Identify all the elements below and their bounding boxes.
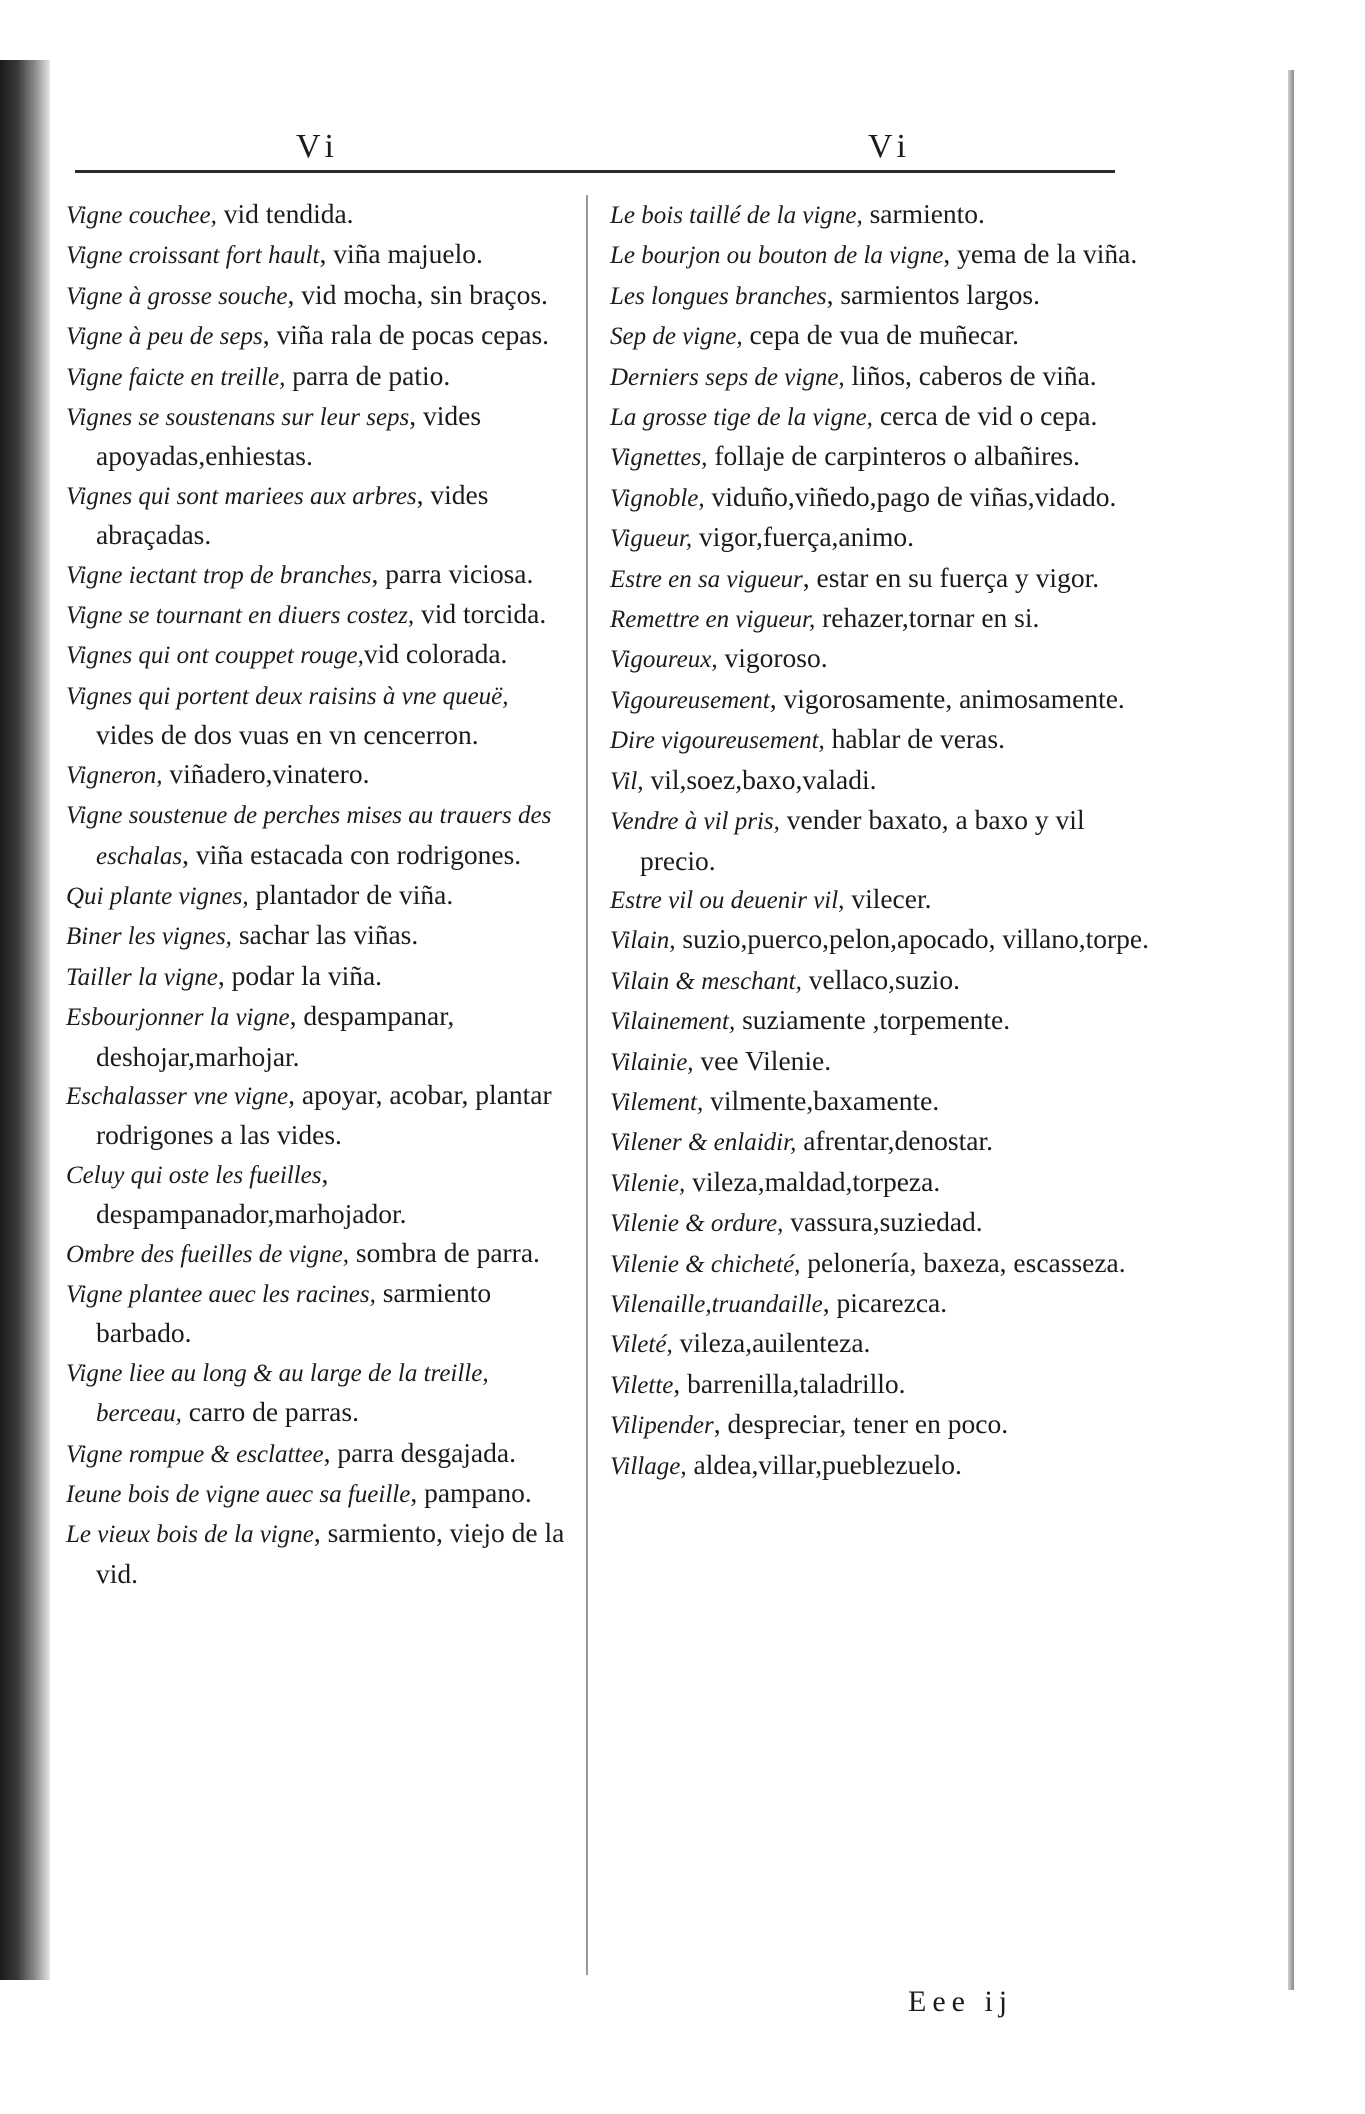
entry-headword: Vilette bbox=[610, 1371, 674, 1399]
dictionary-entry bbox=[66, 476, 566, 555]
entry-headword: Qui plante vignes, bbox=[66, 882, 249, 910]
entry-definition: , viña rala de pocas cepas. bbox=[262, 319, 550, 351]
dictionary-entry bbox=[610, 235, 1150, 275]
entry-definition: cerca de vid o cepa. bbox=[872, 400, 1098, 432]
left-column bbox=[66, 195, 566, 1593]
entry-definition: vender baxato, a baxo y vil precio. bbox=[640, 804, 1085, 876]
entry-definition: , vid mocha, sin braços. bbox=[287, 278, 548, 310]
entry-headword: Vilenie & chicheté, bbox=[610, 1250, 801, 1278]
dictionary-entry bbox=[610, 1001, 1150, 1041]
entry-headword: Vilain, bbox=[610, 927, 676, 955]
entry-headword: Vilain & meschant, bbox=[610, 967, 802, 995]
entry-definition: pelonería, baxeza, escasseza. bbox=[800, 1246, 1126, 1278]
entry-definition: aldea,villar,pueblezuelo. bbox=[686, 1448, 962, 1480]
entry-headword: Ombre des fueilles de vigne, bbox=[66, 1240, 350, 1268]
dictionary-entry bbox=[66, 1234, 566, 1274]
entry-headword: Vigne soustenue de perches mises au trauers des eschalas bbox=[66, 802, 552, 870]
dictionary-entry bbox=[610, 1365, 1150, 1405]
dictionary-entry bbox=[610, 599, 1150, 639]
entry-headword: Le vieux bois de la vigne bbox=[66, 1521, 314, 1549]
dictionary-entry bbox=[610, 920, 1150, 960]
dictionary-entry bbox=[66, 755, 566, 795]
entry-definition: vigoroso. bbox=[717, 642, 828, 674]
entry-headword: Vigne à grosse souche bbox=[66, 282, 288, 310]
dictionary-entry bbox=[610, 1244, 1150, 1284]
dictionary-entry bbox=[610, 961, 1150, 1001]
dictionary-entry bbox=[610, 801, 1150, 880]
entry-headword: Sep de vigne, bbox=[610, 323, 743, 351]
entry-headword: Vigne couchee, bbox=[66, 202, 217, 229]
dictionary-entry bbox=[66, 235, 566, 275]
entry-headword: Vigne faicte en treille, bbox=[66, 363, 286, 391]
entry-headword: Vignes se soustenans sur leur seps bbox=[66, 404, 410, 432]
entry-headword: Esbourjonner la vigne bbox=[66, 1004, 290, 1032]
entry-definition: vassura,suziedad. bbox=[783, 1206, 983, 1238]
entry-definition: rehazer,tornar en si. bbox=[815, 602, 1040, 634]
entry-headword: Vigoureusement bbox=[610, 686, 770, 714]
entry-headword: Ieune bois de vigne auec sa fueille bbox=[66, 1481, 411, 1508]
dictionary-entry bbox=[610, 1042, 1150, 1082]
entry-definition: vid colorada. bbox=[363, 638, 508, 670]
entry-headword: Vigne à peu de seps bbox=[66, 323, 263, 351]
entry-headword: Vignes qui portent deux raisins à vne queuë, bbox=[66, 682, 509, 710]
entry-definition: , pampano. bbox=[410, 1477, 532, 1508]
entry-definition: , viña majuelo. bbox=[319, 238, 483, 270]
entry-definition: , despreciar, tener en poco. bbox=[713, 1408, 1009, 1440]
entry-definition: , sarmientos largos. bbox=[826, 278, 1041, 310]
entry-definition: , sarmiento, viejo de la vid. bbox=[96, 1517, 565, 1589]
dictionary-entry bbox=[610, 437, 1150, 477]
entry-definition: vellaco,suzio. bbox=[801, 963, 960, 995]
entry-definition: , estar en su fuerça y vigor. bbox=[802, 561, 1100, 593]
dictionary-entry bbox=[610, 559, 1150, 599]
entry-headword: Village, bbox=[610, 1452, 687, 1480]
running-head-right: Vi bbox=[868, 128, 912, 165]
entry-definition: , parra desgajada. bbox=[323, 1436, 516, 1468]
entry-headword: Vigne croissant fort hault bbox=[66, 242, 320, 270]
dictionary-entry bbox=[610, 478, 1150, 518]
dictionary-entry bbox=[66, 357, 566, 397]
entry-definition: vil,soez,baxo,valadi. bbox=[643, 763, 877, 795]
entry-headword: Vilainie, bbox=[610, 1048, 694, 1076]
dictionary-entry bbox=[66, 1434, 566, 1474]
entry-headword: Biner les vignes, bbox=[66, 923, 232, 951]
dictionary-entry bbox=[66, 595, 566, 635]
entry-headword: Vignoble, bbox=[610, 484, 705, 512]
entry-headword: Le bourjon ou bouton de la vigne bbox=[610, 242, 944, 270]
column-divider bbox=[586, 195, 588, 1975]
entry-headword: Le bois taillé de la vigne, bbox=[610, 202, 863, 229]
dictionary-entry bbox=[610, 639, 1150, 679]
dictionary-entry bbox=[610, 1324, 1150, 1364]
entry-headword: Vigne iectant trop de branches bbox=[66, 561, 372, 589]
entry-definition: , podar la viña. bbox=[217, 959, 383, 991]
entry-definition: carro de parras. bbox=[181, 1396, 359, 1428]
entry-headword: Vigne se tournant en diuers costez, bbox=[66, 602, 415, 630]
entry-headword: Vil, bbox=[610, 767, 644, 795]
book-spine-shadow bbox=[0, 60, 50, 1980]
entry-headword: Vigne liee au long & au large de la treille, berceau, bbox=[66, 1359, 489, 1428]
right-column bbox=[610, 195, 1150, 1486]
entry-headword: Vilenie, bbox=[610, 1169, 686, 1197]
entry-definition: , despampanador,marhojador. bbox=[96, 1157, 407, 1230]
dictionary-entry bbox=[610, 720, 1150, 760]
folio-signature: Eee ij bbox=[908, 1985, 1014, 2018]
dictionary-entry bbox=[66, 916, 566, 956]
entry-definition: , despampanar, deshojar,marhojar. bbox=[96, 1000, 455, 1072]
entry-definition: sombra de parra. bbox=[349, 1236, 540, 1268]
entry-definition: , vides apoyadas,enhiestas. bbox=[96, 400, 482, 472]
dictionary-entry bbox=[66, 555, 566, 595]
entry-definition: vileza,maldad,torpeza. bbox=[685, 1165, 941, 1197]
entry-headword: Vignettes, bbox=[610, 444, 708, 472]
dictionary-entry bbox=[610, 1405, 1150, 1445]
entry-definition: vileza,auilenteza. bbox=[672, 1327, 871, 1359]
entry-headword: Eschalasser vne vigne bbox=[66, 1082, 289, 1110]
dictionary-entry bbox=[66, 795, 566, 876]
entry-definition: vilmente,baxamente. bbox=[703, 1084, 940, 1116]
dictionary-entry bbox=[610, 1082, 1150, 1122]
dictionary-entry bbox=[610, 680, 1150, 720]
entry-definition: , viña estacada con rodrigones. bbox=[182, 838, 522, 870]
entry-definition: suziamente ,torpemente. bbox=[735, 1004, 1011, 1036]
dictionary-entry bbox=[66, 276, 566, 316]
entry-headword: Vigneron, bbox=[66, 761, 163, 789]
running-head-left: Vi bbox=[296, 128, 340, 165]
entry-definition: hablar de veras. bbox=[824, 723, 1005, 755]
dictionary-entry bbox=[610, 1284, 1150, 1324]
dictionary-entry bbox=[610, 1446, 1150, 1486]
dictionary-entry bbox=[66, 957, 566, 997]
entry-definition: vid torcida. bbox=[414, 598, 547, 630]
dictionary-entry bbox=[610, 1122, 1150, 1162]
header-rule bbox=[75, 170, 1115, 173]
dictionary-entry bbox=[610, 880, 1150, 920]
entry-headword: Vilainement, bbox=[610, 1008, 736, 1036]
entry-definition: plantador de viña. bbox=[248, 878, 454, 910]
dictionary-entry bbox=[66, 195, 566, 235]
entry-headword: Vilener & enlaidir, bbox=[610, 1129, 797, 1157]
entry-definition: follaje de carpinteros o albañires. bbox=[707, 440, 1081, 472]
entry-headword: Vigne plantee auec les racines, bbox=[66, 1280, 376, 1308]
dictionary-entry bbox=[610, 397, 1150, 437]
dictionary-entry bbox=[66, 1514, 566, 1593]
entry-definition: vilecer. bbox=[844, 882, 932, 914]
dictionary-entry bbox=[66, 676, 566, 755]
entry-definition: , picarezca. bbox=[822, 1286, 948, 1318]
entry-definition: vid tendida. bbox=[216, 198, 354, 229]
entry-headword: Dire vigoureusement, bbox=[610, 727, 825, 755]
entry-definition: sarmiento barbado. bbox=[96, 1276, 492, 1349]
entry-headword: Celuy qui oste les fueilles bbox=[66, 1161, 322, 1189]
entry-definition: viñadero,vinatero. bbox=[162, 757, 370, 789]
entry-definition: viduño,viñedo,pago de viñas,vidado. bbox=[704, 480, 1117, 512]
dictionary-entry bbox=[66, 1274, 566, 1353]
dictionary-entry bbox=[610, 1163, 1150, 1203]
entry-definition: suzio,puerco,pelon,apocado, villano,torpe. bbox=[675, 923, 1149, 955]
entry-definition: sarmiento. bbox=[862, 198, 985, 229]
entry-headword: Vileté, bbox=[610, 1331, 673, 1359]
dictionary-entry bbox=[66, 997, 566, 1076]
dictionary-entry bbox=[610, 1203, 1150, 1243]
entry-definition: vigor,fuerça,animo. bbox=[692, 521, 915, 553]
dictionary-entry bbox=[610, 761, 1150, 801]
dictionary-entry bbox=[610, 518, 1150, 558]
dictionary-entry bbox=[610, 276, 1150, 316]
entry-headword: Vilenaille,truandaille bbox=[610, 1290, 823, 1318]
entry-headword: La grosse tige de la vigne, bbox=[610, 404, 873, 432]
entry-definition: , parra viciosa. bbox=[371, 557, 534, 589]
entry-headword: Vigne rompue & esclattee bbox=[66, 1440, 324, 1468]
entry-definition: , vides abraçadas. bbox=[96, 478, 489, 551]
entry-definition: , barrenilla,taladrillo. bbox=[673, 1367, 906, 1399]
entry-definition: liños, caberos de viña. bbox=[844, 359, 1097, 391]
entry-headword: Estre en sa vigueur bbox=[610, 565, 803, 593]
dictionary-entry bbox=[66, 1076, 566, 1155]
dictionary-entry bbox=[66, 1353, 566, 1434]
dictionary-entry bbox=[66, 876, 566, 916]
entry-definition: afrentar,denostar. bbox=[796, 1125, 993, 1157]
entry-headword: Vignes qui sont mariees aux arbres bbox=[66, 482, 417, 510]
entry-definition: parra de patio. bbox=[285, 359, 451, 391]
dictionary-entry bbox=[610, 316, 1150, 356]
entry-headword: Estre vil ou deuenir vil, bbox=[610, 886, 845, 914]
entry-definition: , yema de la viña. bbox=[943, 238, 1138, 270]
entry-headword: Vilement, bbox=[610, 1088, 704, 1116]
dictionary-entry bbox=[66, 1474, 566, 1514]
entry-headword: Vilenie & ordure, bbox=[610, 1210, 784, 1238]
entry-headword: Vendre à vil pris, bbox=[610, 808, 780, 836]
dictionary-entry bbox=[66, 635, 566, 675]
dictionary-entry bbox=[610, 357, 1150, 397]
page-edge bbox=[1288, 70, 1294, 1990]
entry-definition: cepa de vua de muñecar. bbox=[742, 319, 1019, 351]
entry-headword: Vigoureux, bbox=[610, 646, 718, 674]
dictionary-entry bbox=[66, 397, 566, 476]
dictionary-entry bbox=[66, 1155, 566, 1234]
entry-definition: , vigorosamente, animosamente. bbox=[769, 682, 1125, 714]
entry-definition: sachar las viñas. bbox=[231, 919, 419, 951]
entry-headword: Derniers seps de vigne, bbox=[610, 363, 845, 391]
entry-headword: Remettre en vigueur, bbox=[610, 606, 816, 634]
entry-definition: , apoyar, acobar, plantar rodrigones a las vides. bbox=[96, 1078, 552, 1151]
entry-headword: Vilipender bbox=[610, 1412, 714, 1440]
entry-definition: vee Vilenie. bbox=[693, 1044, 832, 1076]
dictionary-entry bbox=[610, 195, 1150, 235]
entry-headword: Vigueur, bbox=[610, 525, 693, 553]
entry-headword: Les longues branches bbox=[610, 282, 827, 310]
dictionary-entry bbox=[66, 316, 566, 356]
entry-headword: Tailler la vigne bbox=[66, 963, 218, 991]
entry-definition: vides de dos vuas en vn cencerron. bbox=[96, 719, 479, 751]
entry-headword: Vignes qui ont couppet rouge, bbox=[66, 642, 364, 670]
